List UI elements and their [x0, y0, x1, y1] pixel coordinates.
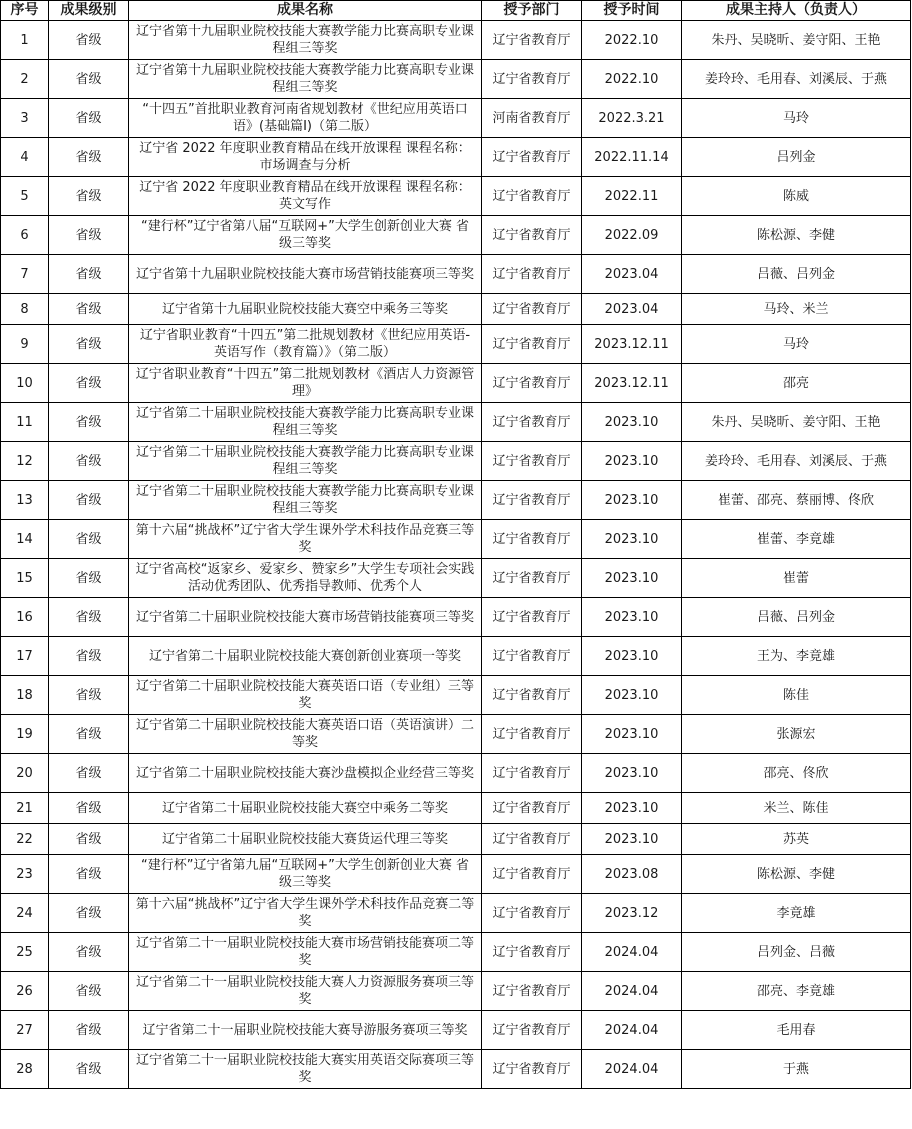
cell-level: 省级: [49, 481, 129, 520]
cell-level: 省级: [49, 294, 129, 325]
cell-name: “建行杯”辽宁省第九届“互联网+”大学生创新创业大赛 省级三等奖: [129, 855, 482, 894]
cell-date: 2024.04: [582, 1050, 682, 1089]
cell-dept: 辽宁省教育厅: [482, 1050, 582, 1089]
cell-dept: 辽宁省教育厅: [482, 715, 582, 754]
cell-dept: 辽宁省教育厅: [482, 793, 582, 824]
cell-date: 2023.12: [582, 894, 682, 933]
cell-name: 辽宁省第二十届职业院校技能大赛沙盘模拟企业经营三等奖: [129, 754, 482, 793]
cell-name: 辽宁省第二十届职业院校技能大赛市场营销技能赛项三等奖: [129, 598, 482, 637]
table-row: [1, 676, 911, 715]
cell-dept: 辽宁省教育厅: [482, 294, 582, 325]
cell-name: 辽宁省 2022 年度职业教育精品在线开放课程 课程名称：市场调查与分析: [129, 138, 482, 177]
table-row: [1, 1011, 911, 1050]
cell-date: 2023.10: [582, 754, 682, 793]
cell-host: 苏英: [682, 824, 911, 855]
cell-no: 4: [1, 138, 49, 177]
cell-no: 14: [1, 520, 49, 559]
cell-level: 省级: [49, 138, 129, 177]
cell-dept: 辽宁省教育厅: [482, 676, 582, 715]
cell-no: 18: [1, 676, 49, 715]
cell-name: 辽宁省第二十届职业院校技能大赛货运代理三等奖: [129, 824, 482, 855]
cell-level: 省级: [49, 325, 129, 364]
cell-no: 2: [1, 60, 49, 99]
cell-name: 辽宁省第二十届职业院校技能大赛英语口语（专业组）三等奖: [129, 676, 482, 715]
table-row: [1, 255, 911, 294]
cell-date: 2023.10: [582, 793, 682, 824]
cell-date: 2023.08: [582, 855, 682, 894]
cell-name: 辽宁省 2022 年度职业教育精品在线开放课程 课程名称：英文写作: [129, 177, 482, 216]
cell-no: 6: [1, 216, 49, 255]
header-host: 成果主持人（负责人）: [682, 1, 911, 21]
cell-dept: 辽宁省教育厅: [482, 364, 582, 403]
cell-date: 2023.10: [582, 442, 682, 481]
table-row: [1, 793, 911, 824]
cell-name: 辽宁省高校“返家乡、爱家乡、赞家乡”大学生专项社会实践活动优秀团队、优秀指导教师、优秀个人: [129, 559, 482, 598]
cell-dept: 辽宁省教育厅: [482, 598, 582, 637]
cell-dept: 辽宁省教育厅: [482, 824, 582, 855]
cell-no: 3: [1, 99, 49, 138]
cell-name: 辽宁省第二十届职业院校技能大赛英语口语（英语演讲）二等奖: [129, 715, 482, 754]
cell-dept: 辽宁省教育厅: [482, 1011, 582, 1050]
cell-no: 27: [1, 1011, 49, 1050]
cell-dept: 河南省教育厅: [482, 99, 582, 138]
cell-level: 省级: [49, 972, 129, 1011]
cell-host: 吕列金: [682, 138, 911, 177]
header-dept: 授予部门: [482, 1, 582, 21]
cell-host: 王为、李竟雄: [682, 637, 911, 676]
cell-dept: 辽宁省教育厅: [482, 325, 582, 364]
cell-dept: 辽宁省教育厅: [482, 933, 582, 972]
cell-host: 陈威: [682, 177, 911, 216]
cell-no: 23: [1, 855, 49, 894]
table-row: [1, 715, 911, 754]
cell-level: 省级: [49, 754, 129, 793]
cell-dept: 辽宁省教育厅: [482, 60, 582, 99]
cell-level: 省级: [49, 403, 129, 442]
cell-host: 邵亮、李竟雄: [682, 972, 911, 1011]
cell-name: 辽宁省第十九届职业院校技能大赛教学能力比赛高职专业课程组三等奖: [129, 21, 482, 60]
cell-no: 12: [1, 442, 49, 481]
cell-date: 2022.10: [582, 60, 682, 99]
table-row: [1, 481, 911, 520]
cell-no: 16: [1, 598, 49, 637]
cell-no: 13: [1, 481, 49, 520]
table-row: [1, 138, 911, 177]
table-row: [1, 99, 911, 138]
cell-no: 5: [1, 177, 49, 216]
table-row: [1, 60, 911, 99]
cell-name: 辽宁省第二十一届职业院校技能大赛市场营销技能赛项二等奖: [129, 933, 482, 972]
cell-host: 邵亮、佟欣: [682, 754, 911, 793]
cell-name: 辽宁省第二十一届职业院校技能大赛实用英语交际赛项三等奖: [129, 1050, 482, 1089]
cell-level: 省级: [49, 177, 129, 216]
cell-name: 辽宁省第二十届职业院校技能大赛空中乘务二等奖: [129, 793, 482, 824]
table-row: [1, 754, 911, 793]
cell-host: 马玲、米兰: [682, 294, 911, 325]
cell-host: 陈松源、李健: [682, 216, 911, 255]
table-row: [1, 933, 911, 972]
cell-level: 省级: [49, 364, 129, 403]
cell-date: 2023.10: [582, 559, 682, 598]
cell-host: 吕薇、吕列金: [682, 598, 911, 637]
cell-date: 2023.10: [582, 637, 682, 676]
cell-dept: 辽宁省教育厅: [482, 559, 582, 598]
cell-dept: 辽宁省教育厅: [482, 754, 582, 793]
cell-dept: 辽宁省教育厅: [482, 637, 582, 676]
cell-host: 毛用春: [682, 1011, 911, 1050]
cell-host: 马玲: [682, 325, 911, 364]
cell-level: 省级: [49, 216, 129, 255]
cell-name: 辽宁省第二十届职业院校技能大赛教学能力比赛高职专业课程组三等奖: [129, 442, 482, 481]
cell-dept: 辽宁省教育厅: [482, 442, 582, 481]
cell-dept: 辽宁省教育厅: [482, 255, 582, 294]
cell-dept: 辽宁省教育厅: [482, 520, 582, 559]
header-level: 成果级别: [49, 1, 129, 21]
cell-date: 2024.04: [582, 1011, 682, 1050]
cell-host: 姜玲玲、毛用春、刘溪辰、于燕: [682, 442, 911, 481]
cell-level: 省级: [49, 933, 129, 972]
cell-no: 15: [1, 559, 49, 598]
cell-level: 省级: [49, 855, 129, 894]
cell-date: 2023.10: [582, 403, 682, 442]
cell-name: “建行杯”辽宁省第八届“互联网+”大学生创新创业大赛 省级三等奖: [129, 216, 482, 255]
cell-no: 22: [1, 824, 49, 855]
cell-dept: 辽宁省教育厅: [482, 972, 582, 1011]
cell-date: 2023.12.11: [582, 325, 682, 364]
cell-date: 2023.04: [582, 294, 682, 325]
cell-name: 第十六届“挑战杯”辽宁省大学生课外学术科技作品竞赛三等奖: [129, 520, 482, 559]
cell-date: 2023.10: [582, 715, 682, 754]
cell-level: 省级: [49, 598, 129, 637]
cell-level: 省级: [49, 793, 129, 824]
cell-date: 2024.04: [582, 972, 682, 1011]
table-row: [1, 1050, 911, 1089]
cell-date: 2023.10: [582, 598, 682, 637]
cell-level: 省级: [49, 637, 129, 676]
cell-date: 2023.04: [582, 255, 682, 294]
cell-name: “十四五”首批职业教育河南省规划教材《世纪应用英语口语》(基础篇Ⅰ)（第二版）: [129, 99, 482, 138]
cell-no: 8: [1, 294, 49, 325]
cell-level: 省级: [49, 676, 129, 715]
cell-host: 马玲: [682, 99, 911, 138]
cell-date: 2024.04: [582, 933, 682, 972]
cell-host: 于燕: [682, 1050, 911, 1089]
cell-dept: 辽宁省教育厅: [482, 403, 582, 442]
cell-dept: 辽宁省教育厅: [482, 177, 582, 216]
cell-host: 陈佳: [682, 676, 911, 715]
cell-host: 吕列金、吕薇: [682, 933, 911, 972]
cell-date: 2022.10: [582, 21, 682, 60]
table-row: [1, 894, 911, 933]
cell-date: 2022.11: [582, 177, 682, 216]
table-row: [1, 403, 911, 442]
table-header-row: [1, 1, 911, 21]
table-row: [1, 972, 911, 1011]
cell-level: 省级: [49, 1011, 129, 1050]
cell-level: 省级: [49, 255, 129, 294]
cell-host: 朱丹、吴晓昕、姜守阳、王艳: [682, 21, 911, 60]
cell-dept: 辽宁省教育厅: [482, 855, 582, 894]
header-no: 序号: [1, 1, 49, 21]
table-row: [1, 177, 911, 216]
header-date: 授予时间: [582, 1, 682, 21]
cell-host: 邵亮: [682, 364, 911, 403]
cell-no: 1: [1, 21, 49, 60]
cell-host: 崔蕾、李竟雄: [682, 520, 911, 559]
cell-name: 辽宁省第二十一届职业院校技能大赛人力资源服务赛项三等奖: [129, 972, 482, 1011]
cell-host: 张源宏: [682, 715, 911, 754]
cell-level: 省级: [49, 1050, 129, 1089]
table-row: [1, 637, 911, 676]
cell-host: 米兰、陈佳: [682, 793, 911, 824]
cell-host: 李竟雄: [682, 894, 911, 933]
cell-name: 辽宁省第二十届职业院校技能大赛教学能力比赛高职专业课程组三等奖: [129, 403, 482, 442]
table-row: [1, 216, 911, 255]
cell-date: 2023.10: [582, 520, 682, 559]
cell-dept: 辽宁省教育厅: [482, 138, 582, 177]
cell-no: 26: [1, 972, 49, 1011]
cell-dept: 辽宁省教育厅: [482, 894, 582, 933]
table-row: [1, 855, 911, 894]
cell-level: 省级: [49, 60, 129, 99]
cell-name: 辽宁省职业教育“十四五”第二批规划教材《酒店人力资源管理》: [129, 364, 482, 403]
cell-host: 吕薇、吕列金: [682, 255, 911, 294]
cell-name: 辽宁省第二十届职业院校技能大赛教学能力比赛高职专业课程组三等奖: [129, 481, 482, 520]
cell-date: 2022.11.14: [582, 138, 682, 177]
cell-no: 25: [1, 933, 49, 972]
cell-name: 第十六届“挑战杯”辽宁省大学生课外学术科技作品竞赛二等奖: [129, 894, 482, 933]
table-row: [1, 824, 911, 855]
table-row: [1, 364, 911, 403]
cell-level: 省级: [49, 442, 129, 481]
cell-host: 崔蕾、邵亮、蔡丽博、佟欣: [682, 481, 911, 520]
cell-level: 省级: [49, 559, 129, 598]
cell-date: 2022.3.21: [582, 99, 682, 138]
cell-level: 省级: [49, 715, 129, 754]
table-row: [1, 520, 911, 559]
cell-name: 辽宁省第二十届职业院校技能大赛创新创业赛项一等奖: [129, 637, 482, 676]
table-row: [1, 559, 911, 598]
cell-no: 11: [1, 403, 49, 442]
cell-no: 28: [1, 1050, 49, 1089]
cell-name: 辽宁省第十九届职业院校技能大赛市场营销技能赛项三等奖: [129, 255, 482, 294]
cell-name: 辽宁省第十九届职业院校技能大赛空中乘务三等奖: [129, 294, 482, 325]
cell-no: 24: [1, 894, 49, 933]
cell-no: 21: [1, 793, 49, 824]
cell-host: 崔蕾: [682, 559, 911, 598]
cell-name: 辽宁省第二十一届职业院校技能大赛导游服务赛项三等奖: [129, 1011, 482, 1050]
cell-name: 辽宁省第十九届职业院校技能大赛教学能力比赛高职专业课程组三等奖: [129, 60, 482, 99]
cell-host: 姜玲玲、毛用春、刘溪辰、于燕: [682, 60, 911, 99]
cell-date: 2023.12.11: [582, 364, 682, 403]
cell-level: 省级: [49, 99, 129, 138]
cell-dept: 辽宁省教育厅: [482, 216, 582, 255]
cell-date: 2023.10: [582, 824, 682, 855]
cell-no: 10: [1, 364, 49, 403]
cell-dept: 辽宁省教育厅: [482, 21, 582, 60]
cell-level: 省级: [49, 894, 129, 933]
cell-name: 辽宁省职业教育“十四五”第二批规划教材《世纪应用英语-英语写作（教育篇）》（第二版）: [129, 325, 482, 364]
cell-no: 7: [1, 255, 49, 294]
cell-host: 朱丹、吴晓昕、姜守阳、王艳: [682, 403, 911, 442]
cell-dept: 辽宁省教育厅: [482, 481, 582, 520]
cell-no: 17: [1, 637, 49, 676]
cell-no: 9: [1, 325, 49, 364]
cell-level: 省级: [49, 824, 129, 855]
cell-level: 省级: [49, 21, 129, 60]
table-row: [1, 598, 911, 637]
cell-date: 2023.10: [582, 676, 682, 715]
cell-level: 省级: [49, 520, 129, 559]
cell-no: 19: [1, 715, 49, 754]
table-row: [1, 325, 911, 364]
table-row: [1, 21, 911, 60]
cell-host: 陈松源、李健: [682, 855, 911, 894]
cell-date: 2023.10: [582, 481, 682, 520]
table-row: [1, 442, 911, 481]
cell-date: 2022.09: [582, 216, 682, 255]
header-name: 成果名称: [129, 1, 482, 21]
table-row: [1, 294, 911, 325]
cell-no: 20: [1, 754, 49, 793]
